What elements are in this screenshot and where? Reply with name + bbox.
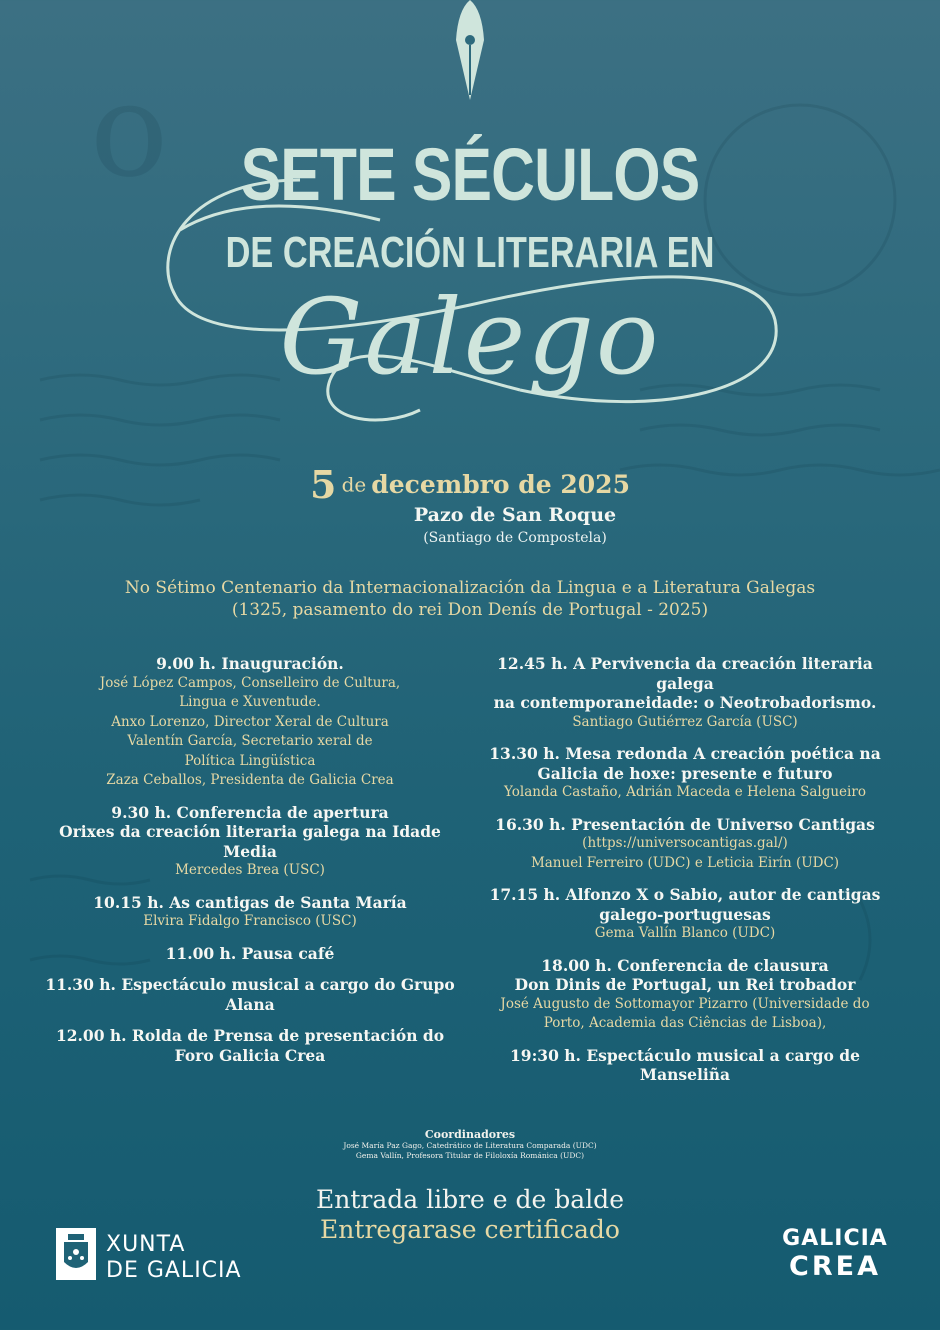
- program-item-speaker: Valentín García, Secretario xeral de: [127, 733, 373, 749]
- coordinators: [0, 1128, 940, 1161]
- program-item-speaker: Elvira Fidalgo Francisco (USC): [143, 913, 357, 929]
- program-item: [35, 893, 465, 932]
- program-item-title: na contemporaneidade: o Neotrobadorismo.: [493, 693, 877, 712]
- program-item-title: 11.00 h. Pausa café: [165, 943, 335, 963]
- program-left-column: [35, 654, 465, 1077]
- venue-name: Pazo de San Roque: [413, 504, 617, 526]
- free-entry-text: Entrada libre e de balde: [316, 1185, 624, 1214]
- program-item-speaker: (https://universocantigas.gal/): [582, 835, 788, 851]
- program-item-speaker: José Augusto de Sottomayor Pizarro (Universidade do: [500, 995, 870, 1012]
- program-item-title: 12.45 h. A Pervivencia da creación literaria galega: [497, 654, 873, 693]
- program-item-title: 17.15 h. Alfonzo X o Sabio, autor de cantigas: [489, 885, 881, 904]
- program-item-speaker: Santiago Gutiérrez García (USC): [572, 713, 798, 730]
- program-item: [470, 885, 900, 944]
- program-item-title: Don Dinis de Portugal, un Rei trobador: [514, 975, 856, 994]
- venue-city: (Santiago de Compostela): [423, 530, 607, 546]
- program-item-title: Orixes da creación literaria galega na Idade: [59, 822, 441, 841]
- program-item-title: 18.00 h. Conferencia de clausura: [541, 955, 829, 975]
- xunta-line-2: DE GALICIA: [106, 1258, 242, 1283]
- program-item-speaker: Manuel Ferreiro (UDC) e Leticia Eirín (UDC): [530, 854, 840, 871]
- title-line-2: DE CREACIÓN LITERARIA EN: [225, 228, 715, 277]
- program-item-title: Alana: [225, 994, 275, 1014]
- program-item: [470, 654, 900, 732]
- program-item-speaker: Zaza Ceballos, Presidenta de Galicia Crea: [106, 772, 394, 788]
- program-item-title: 10.15 h. As cantigas de Santa María: [93, 892, 407, 912]
- program-item-speaker: José López Campos, Conselleiro de Cultura,: [99, 674, 401, 691]
- program-item-speaker: Yolanda Castaño, Adrián Maceda e Helena Salgueiro: [504, 784, 866, 800]
- pen-nib-icon: [440, 0, 500, 100]
- coordinator-line: José María Paz Gago, Catedrático de Literatura Comparada (UDC): [343, 1141, 597, 1150]
- program-item: [470, 744, 900, 803]
- program-item: [35, 654, 465, 791]
- program-item: [470, 956, 900, 1034]
- galicia-crea-line-2: CREA: [789, 1251, 881, 1282]
- event-title: [0, 120, 940, 450]
- date-of: de: [341, 472, 367, 497]
- program-item: [470, 815, 900, 874]
- program-item: [35, 975, 465, 1014]
- certificate-text: Entregarase certificado: [320, 1215, 620, 1244]
- coordinator-line: Gema Vallín, Profesora Titular de Filoloxía Románica (UDC): [355, 1151, 585, 1160]
- program-item-title: Media: [223, 841, 277, 861]
- xunta-line-1: XUNTA: [106, 1232, 186, 1257]
- program-item-title: 19:30 h. Espectáculo musical a cargo de Manseliña: [510, 1045, 860, 1084]
- program-item-title: 12.00 h. Rolda de Prensa de presentación do: [55, 1026, 445, 1045]
- program-item: [470, 1046, 900, 1085]
- program-item-title: 9.00 h. Inauguración.: [156, 654, 344, 673]
- program-item-title: 16.30 h. Presentación de Universo Cantigas: [495, 814, 875, 834]
- event-date: [0, 462, 940, 507]
- galicia-crea-logo: [770, 1226, 900, 1286]
- xunta-shield-icon: [56, 1228, 96, 1280]
- svg-text:o: o: [90, 54, 169, 206]
- program-item-title: 11.30 h. Espectáculo musical a cargo do Grupo: [45, 975, 455, 994]
- centenary-line-2: (1325, pasamento do rei Don Denís de Portugal - 2025): [231, 600, 709, 620]
- title-line-3: Galego: [279, 276, 661, 398]
- program-right-column: [470, 654, 900, 1097]
- title-line-1: SETE SÉCULOS: [240, 133, 700, 216]
- program-item-speaker: Mercedes Brea (USC): [175, 862, 325, 878]
- program-item: [35, 803, 465, 881]
- centenary-line-1: No Sétimo Centenario da Internacionalización da Lingua e a Literatura Galegas: [124, 578, 816, 598]
- xunta-de-galicia-logo: [56, 1228, 256, 1284]
- program-item-speaker: Anxo Lorenzo, Director Xeral de Cultura: [111, 713, 389, 730]
- program-item-title: 9.30 h. Conferencia de apertura: [111, 802, 389, 822]
- program-item: [35, 1026, 465, 1065]
- program-item-title: Foro Galicia Crea: [174, 1045, 326, 1065]
- program-item-speaker: Porto, Academia das Ciências de Lisboa),: [543, 1015, 827, 1031]
- program-item-title: Galicia de hoxe: presente e futuro: [537, 763, 833, 783]
- date-month-year: decembro de 2025: [371, 470, 630, 499]
- program-item-speaker: Gema Vallín Blanco (UDC): [594, 925, 776, 941]
- galicia-crea-line-1: GALICIA: [782, 1226, 888, 1251]
- coordinators-heading: Coordinadores: [424, 1128, 516, 1141]
- program-item-speaker: Lingua e Xuventude.: [179, 694, 321, 710]
- date-day: 5: [310, 462, 337, 507]
- centenary-subtitle: [0, 577, 940, 621]
- program-item-title: 13.30 h. Mesa redonda A creación poética na: [489, 744, 881, 763]
- program-item-speaker: Política Lingüística: [184, 752, 316, 769]
- program-item-title: galego-portuguesas: [599, 904, 771, 924]
- program-item: [35, 944, 465, 964]
